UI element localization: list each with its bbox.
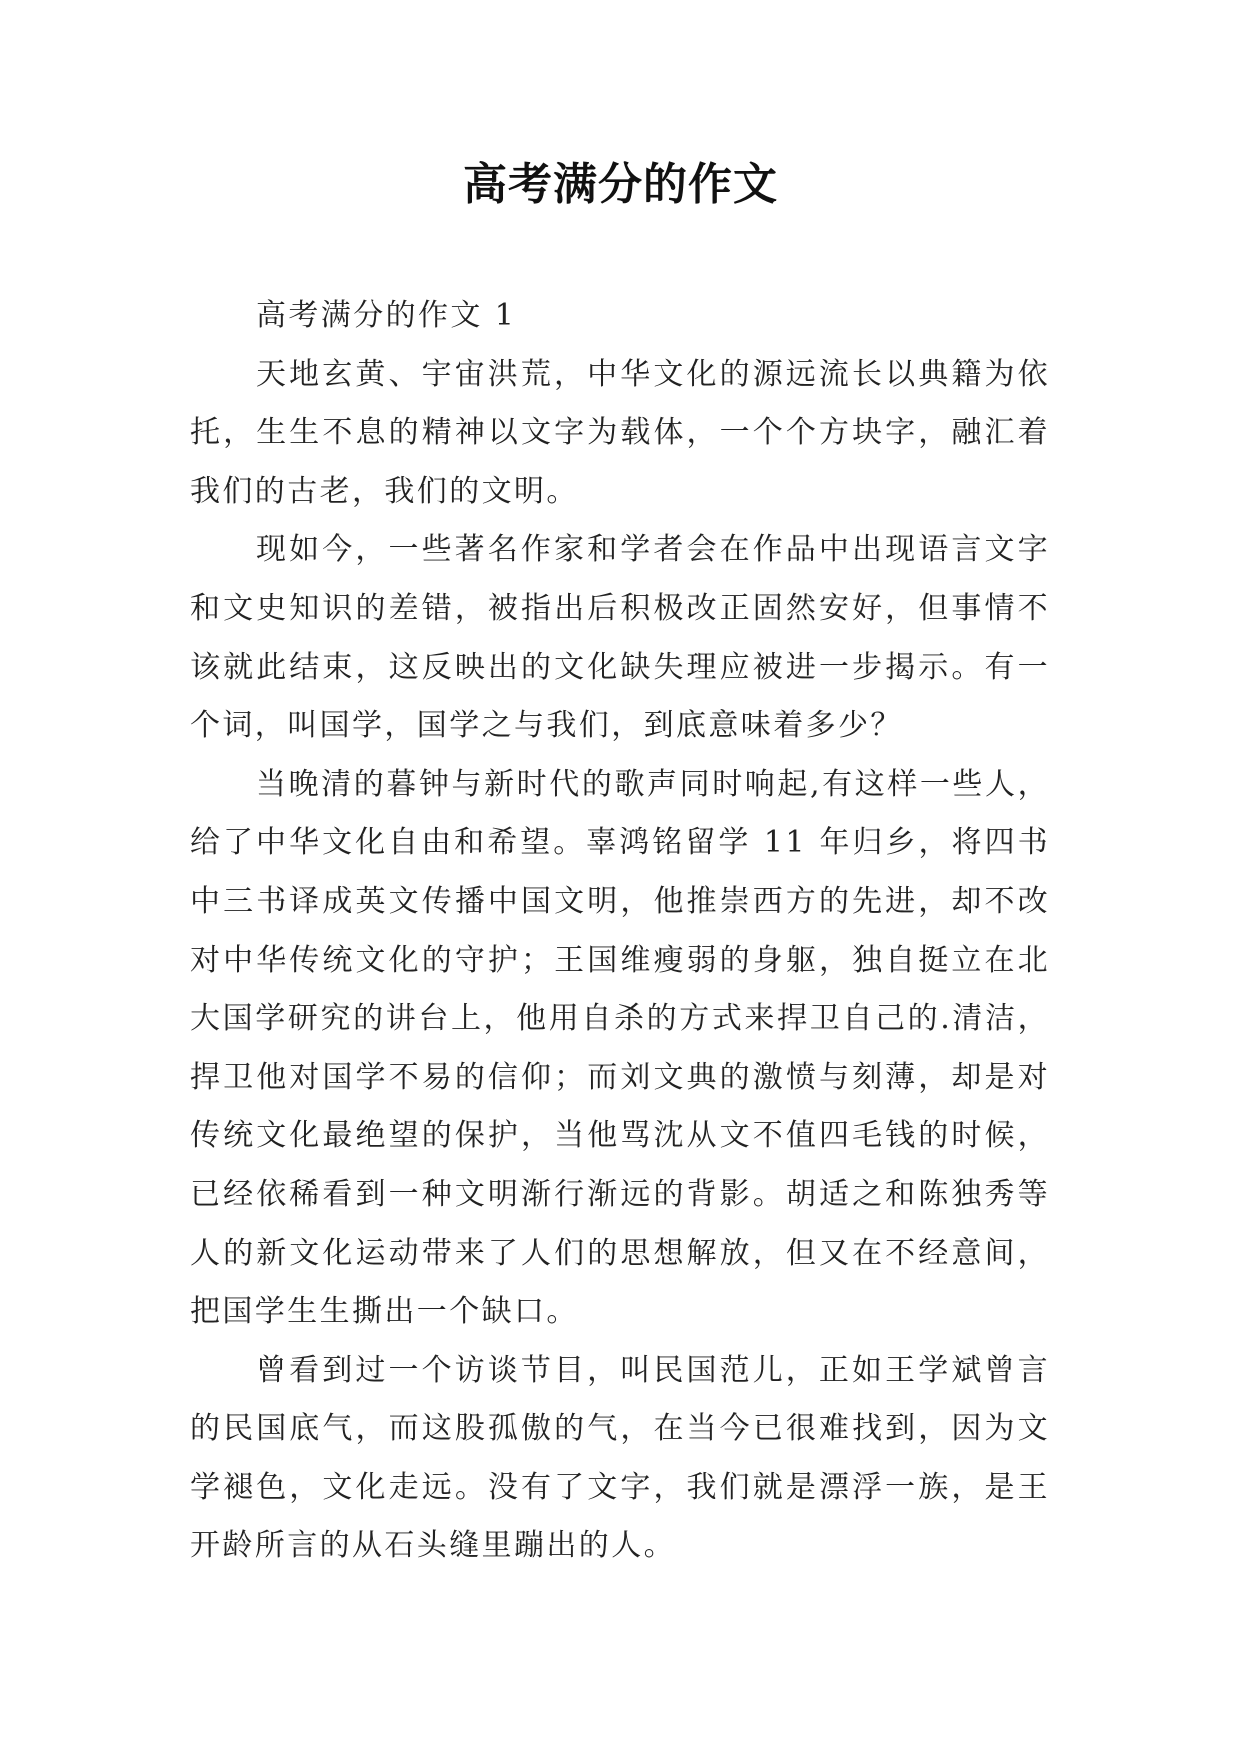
paragraph: 天地玄黄、宇宙洪荒，中华文化的源远流长以典籍为依托，生生不息的精神以文字为载体，一个个方块字，融汇着我们的古老，我们的文明。	[190, 356, 1050, 509]
paragraph: 当晚清的暮钟与新时代的歌声同时响起,有这样一些人，给了中华文化自由和希望。辜鸿铭留学 11 年归乡，将四书中三书译成英文传播中国文明，他推崇西方的先进，却不改对中华传统文化的守护；王国维瘦弱的身躯，独自挺立在北大国学研究的讲台上，他用自杀的方式来捍卫自己的.清洁，捍卫他对国学不易的信仰；而刘文典的激愤与刻薄，却是对传统文化最绝望的保护，当他骂沈从文不值四毛钱的时候，已经依稀看到一种文明渐行渐远的背影。胡适之和陈独秀等人的新文化运动带来了人们的思想解放，但又在不经意间，把国学生生撕出一个缺口。	[190, 766, 1050, 1330]
paragraph: 曾看到过一个访谈节目，叫民国范儿，正如王学斌曾言的民国底气，而这股孤傲的气，在当今已很难找到，因为文学褪色，文化走远。没有了文字，我们就是漂浮一族，是王开龄所言的从石头缝里蹦出的人。	[190, 1352, 1050, 1564]
document-title: 高考满分的作文	[463, 159, 778, 210]
document-body	[190, 287, 1050, 1576]
section-heading: 高考满分的作文 1	[256, 298, 517, 333]
paragraph: 现如今，一些著名作家和学者会在作品中出现语言文字和文史知识的差错，被指出后积极改正固然安好，但事情不该就此结束，这反映出的文化缺失理应被进一步揭示。有一个词，叫国学，国学之与我们，到底意味着多少？	[190, 532, 1050, 744]
